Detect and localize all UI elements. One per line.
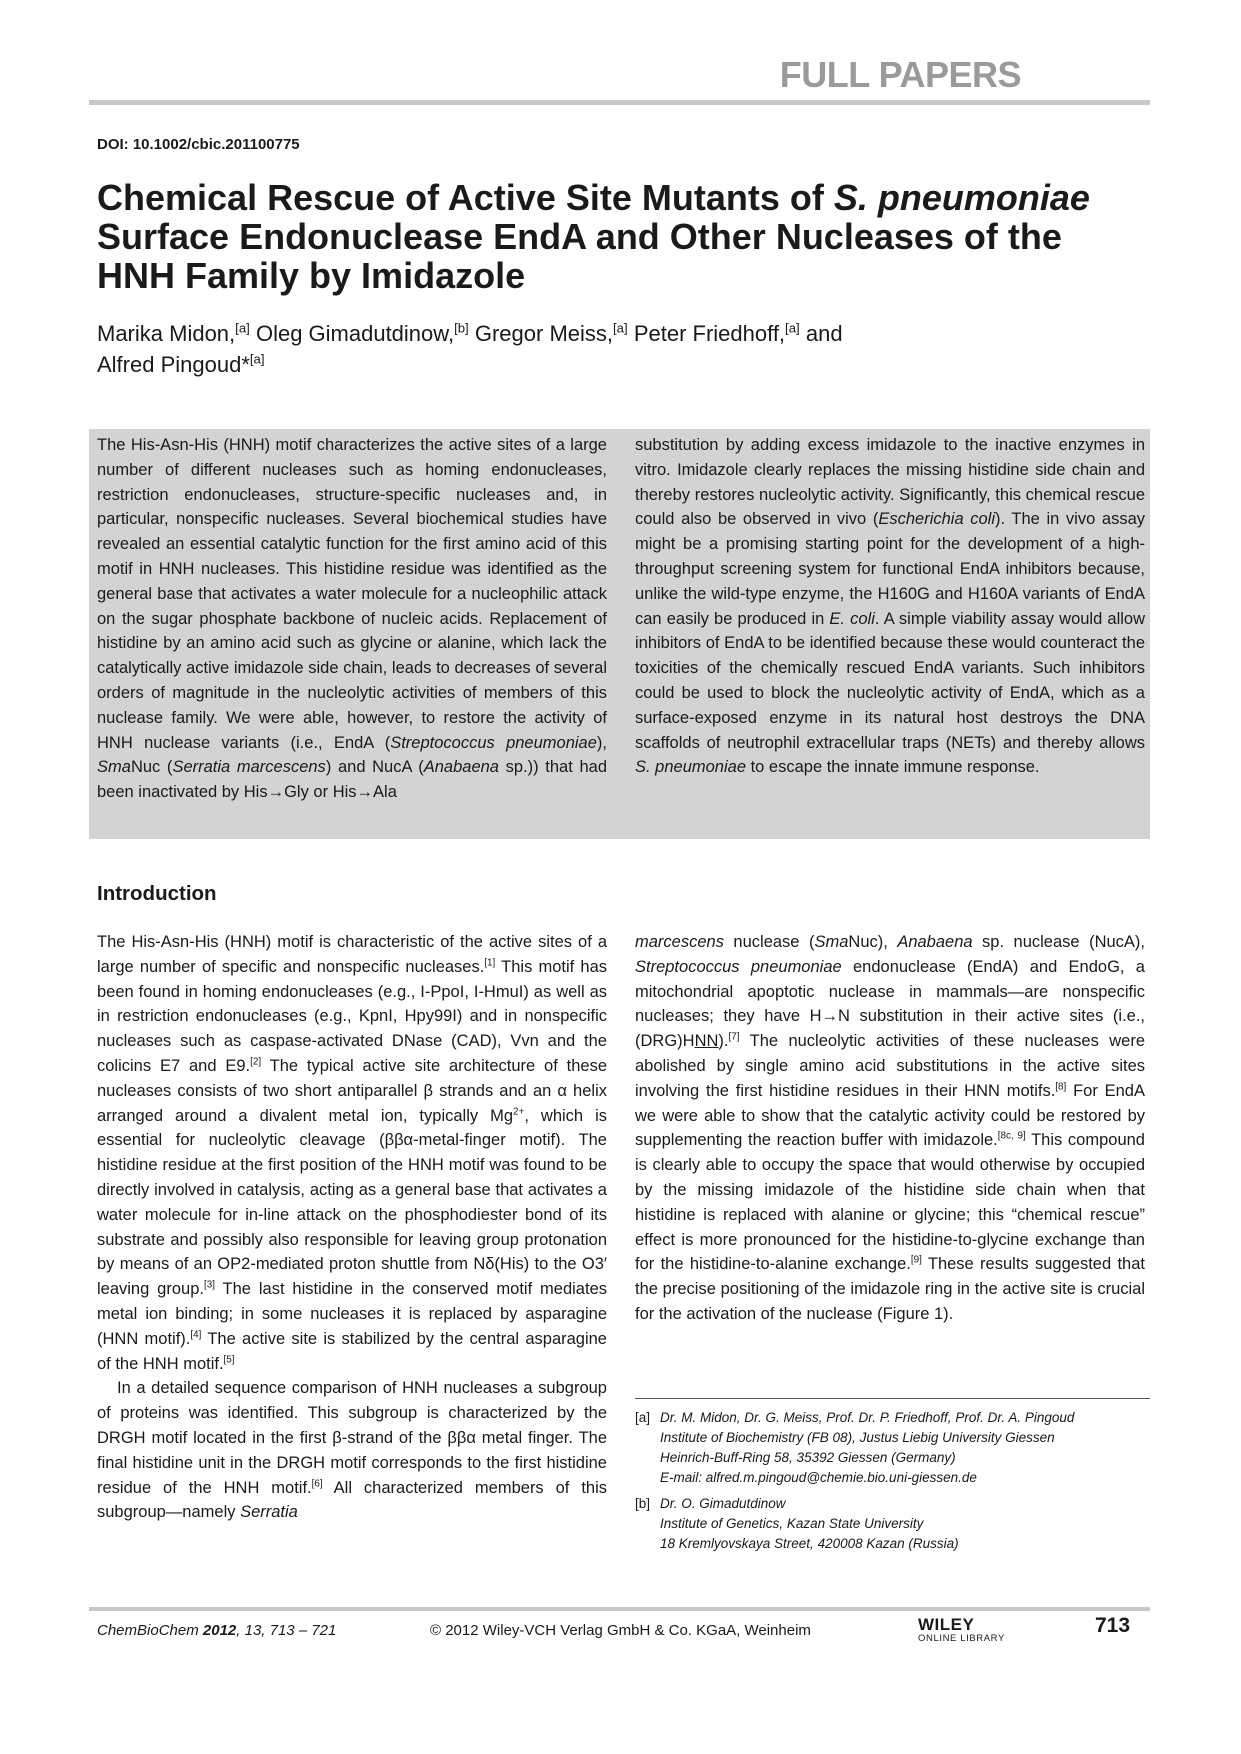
page-number: 713	[1095, 1614, 1131, 1637]
author-list	[97, 318, 1097, 380]
author-name: and	[805, 321, 843, 346]
author-affiliation-mark: [b]	[454, 320, 469, 336]
footnote-line: Institute of Genetics, Kazan State University	[660, 1516, 924, 1531]
footnote	[635, 1408, 1150, 1488]
header-rule	[89, 100, 1150, 105]
wiley-logo[interactable]	[918, 1615, 1013, 1644]
abstract-text-right: substitution by adding excess imidazole to the inactive enzymes in vitro. Imidazole clearly replaces the missing histidine side chain and thereby restores nucleolytic activity. Significantly, this chemical rescue could also be observed in vivo (Escherichia coli). The in vivo assay might be a promising starting point for the development of a high-throughput screening system for functional EndA inhibitors because, unlike the wild-type enzyme, the H160G and H160A variants of EndA can easily be produced in E. coli. A simple viability assay would allow inhibitors of EndA to be identified because these would counteract the toxicities of the chemically rescued EndA variants. Such inhibitors could be used to block the nucleolytic activity of EndA, which as a surface-exposed enzyme in its natural host destroys the DNA scaffolds of neutrophil extracellular traps (NETs) and thereby allows S. pneumoniae to escape the innate immune response.	[635, 436, 1145, 777]
journal-name: ChemBioChem	[97, 1622, 199, 1639]
author-name: Gregor Meiss,	[474, 321, 614, 346]
section-label: FULL PAPERS	[779, 54, 1021, 95]
doi[interactable]: DOI: 10.1002/cbic.201100775	[97, 136, 300, 153]
intro-paragraph-3: marcescens nuclease (SmaNuc), Anabaena sp. nuclease (NucA), Streptococcus pneumoniae endonuclease (EndA) and EndoG, a mitochondrial apoptotic nuclease in mammals—are nonspecific nucleases; they have H→N substitution in their active sites (i.e., (DRG)HNN).[7] The nucleolytic activities of these nucleases were abolished by single amino acid substitutions in the active sites involving the first histidine residues in their HNN motifs.[8] For EndA we were able to show that the catalytic activity could be restored by supplementing the reaction buffer with imidazole.[8c, 9] This compound is clearly able to occupy the space that would otherwise by occupied by the missing imidazole of the histidine side chain when that histidine is replaced with alanine or glycine; this “chemical rescue” effect is more pronounced for the histidine-to-glycine exchange than for the histidine-to-alanine exchange.[9] These results suggested that the precise positioning of the imidazole ring in the active site is crucial for the activation of the nuclease (Figure 1).	[635, 933, 1145, 1323]
footer-rule	[89, 1607, 1150, 1611]
wiley-logo-subtitle: ONLINE LIBRARY	[918, 1633, 1005, 1644]
journal-citation	[97, 1622, 336, 1639]
intro-right-column	[635, 930, 1145, 1327]
introduction-heading: Introduction	[97, 882, 217, 905]
affiliation-footnotes	[635, 1408, 1150, 1560]
author-affiliation-mark: [a]	[235, 320, 250, 336]
author-affiliation-mark: [a]	[613, 320, 628, 336]
footnote	[635, 1494, 1150, 1554]
article-title: Chemical Rescue of Active Site Mutants of S. pneumoniae Surface Endonuclease EndA and Other Nucleases of the HNH Family by Imidazole	[97, 177, 1090, 296]
author-affiliation-mark: [a]	[785, 320, 800, 336]
footnote-line: Dr. M. Midon, Dr. G. Meiss, Prof. Dr. P. Friedhoff, Prof. Dr. A. Pingoud	[660, 1410, 1075, 1425]
abstract-right-column	[635, 433, 1145, 780]
wiley-logo-word: WILEY	[918, 1615, 975, 1634]
footnote-line: Dr. O. Gimadutdinow	[660, 1496, 786, 1511]
journal-volume-pages: , 13, 713 – 721	[236, 1622, 337, 1639]
intro-left-column	[97, 930, 607, 1525]
footnote-line: Heinrich-Buff-Ring 58, 35392 Giessen (Germany)	[660, 1450, 956, 1465]
author-name: Oleg Gimadutdinow,	[255, 321, 455, 346]
abstract-text-left: The His-Asn-His (HNH) motif characterizes the active sites of a large number of different nucleases such as homing endonucleases, restriction endonucleases, structure-specific nucleases and, in particular, nonspecific nucleases. Several biochemical studies have revealed an essential catalytic function for the first amino acid of this motif in HNH nucleases. This histidine residue was identified as the general base that activates a water molecule for a nucleophilic attack on the sugar phosphate backbone of nucleic acids. Replacement of histidine by an amino acid such as glycine or alanine, which lack the catalytically active imidazole side chain, leads to decreases of several orders of magnitude in the nucleolytic activities of members of this nuclease family. We were able, however, to restore the activity of HNH nuclease variants (i.e., EndA (Streptococcus pneumoniae), SmaNuc (Serratia marcescens) and NucA (Anabaena sp.)) that had been inactivated by His→Gly or His→Ala	[97, 436, 607, 802]
abstract-left-column	[97, 433, 607, 805]
intro-paragraph-2: In a detailed sequence comparison of HNH nucleases a subgroup of proteins was identified. This subgroup is characterized by the DRGH motif located in the first β-strand of the ββα metal finger. The final histidine unit in the DRGH motif corresponds to the first histidine residue of the HNH motif.[6] All characterized members of this subgroup—namely Serratia	[97, 1379, 607, 1522]
copyright-notice: © 2012 Wiley-VCH Verlag GmbH & Co. KGaA, Weinheim	[430, 1622, 811, 1639]
author-name: Alfred Pingoud*	[97, 352, 250, 377]
footnote-mark: [b]	[635, 1496, 651, 1511]
footnote-line: Institute of Biochemistry (FB 08), Justus Liebig University Giessen	[660, 1430, 1055, 1445]
footnote-mark: [a]	[635, 1410, 651, 1425]
author-name: Marika Midon,	[97, 321, 236, 346]
author-name: Peter Friedhoff,	[633, 321, 786, 346]
title-species: S. pneumoniae	[833, 177, 1090, 218]
footnote-line: 18 Kremlyovskaya Street, 420008 Kazan (Russia)	[660, 1536, 959, 1551]
author-affiliation-mark: [a]	[249, 351, 265, 367]
email-link[interactable]: E-mail: alfred.m.pingoud@chemie.bio.uni-giessen.de	[660, 1470, 977, 1485]
footnote-rule	[635, 1398, 1150, 1399]
journal-year: 2012	[202, 1622, 237, 1639]
intro-paragraph-1: The His-Asn-His (HNH) motif is characteristic of the active sites of a large number of specific and nonspecific nucleases.[1] This motif has been found in homing endonucleases (e.g., I-PpoI, I-HmuI) as well as in restriction endonucleases (e.g., KpnI, Hpy99I) and in nonspecific nucleases such as caspase-activated DNase (CAD), Vvn and the colicins E7 and E9.[2] The typical active site architecture of these nucleases consists of two short antiparallel β strands and an α helix arranged around a divalent metal ion, typically $Mg^{2+}$, which is essential for nucleolytic cleavage (ββα-metal-finger motif). The histidine residue at the first position of the HNH motif was found to be directly involved in catalysis, acting as a general base that activates a water molecule for in-line attack on the phosphodiester bond of its substrate and possibly also responsible for leaving group protonation by means of an OP2-mediated proton shuttle from Nδ(His) to the O3′ leaving group.[3] The last histidine in the conserved motif mediates metal ion binding; in some nucleases it is replaced by asparagine (HNN motif).[4] The active site is stabilized by the central asparagine of the HNH motif.[5]	[97, 933, 607, 1373]
